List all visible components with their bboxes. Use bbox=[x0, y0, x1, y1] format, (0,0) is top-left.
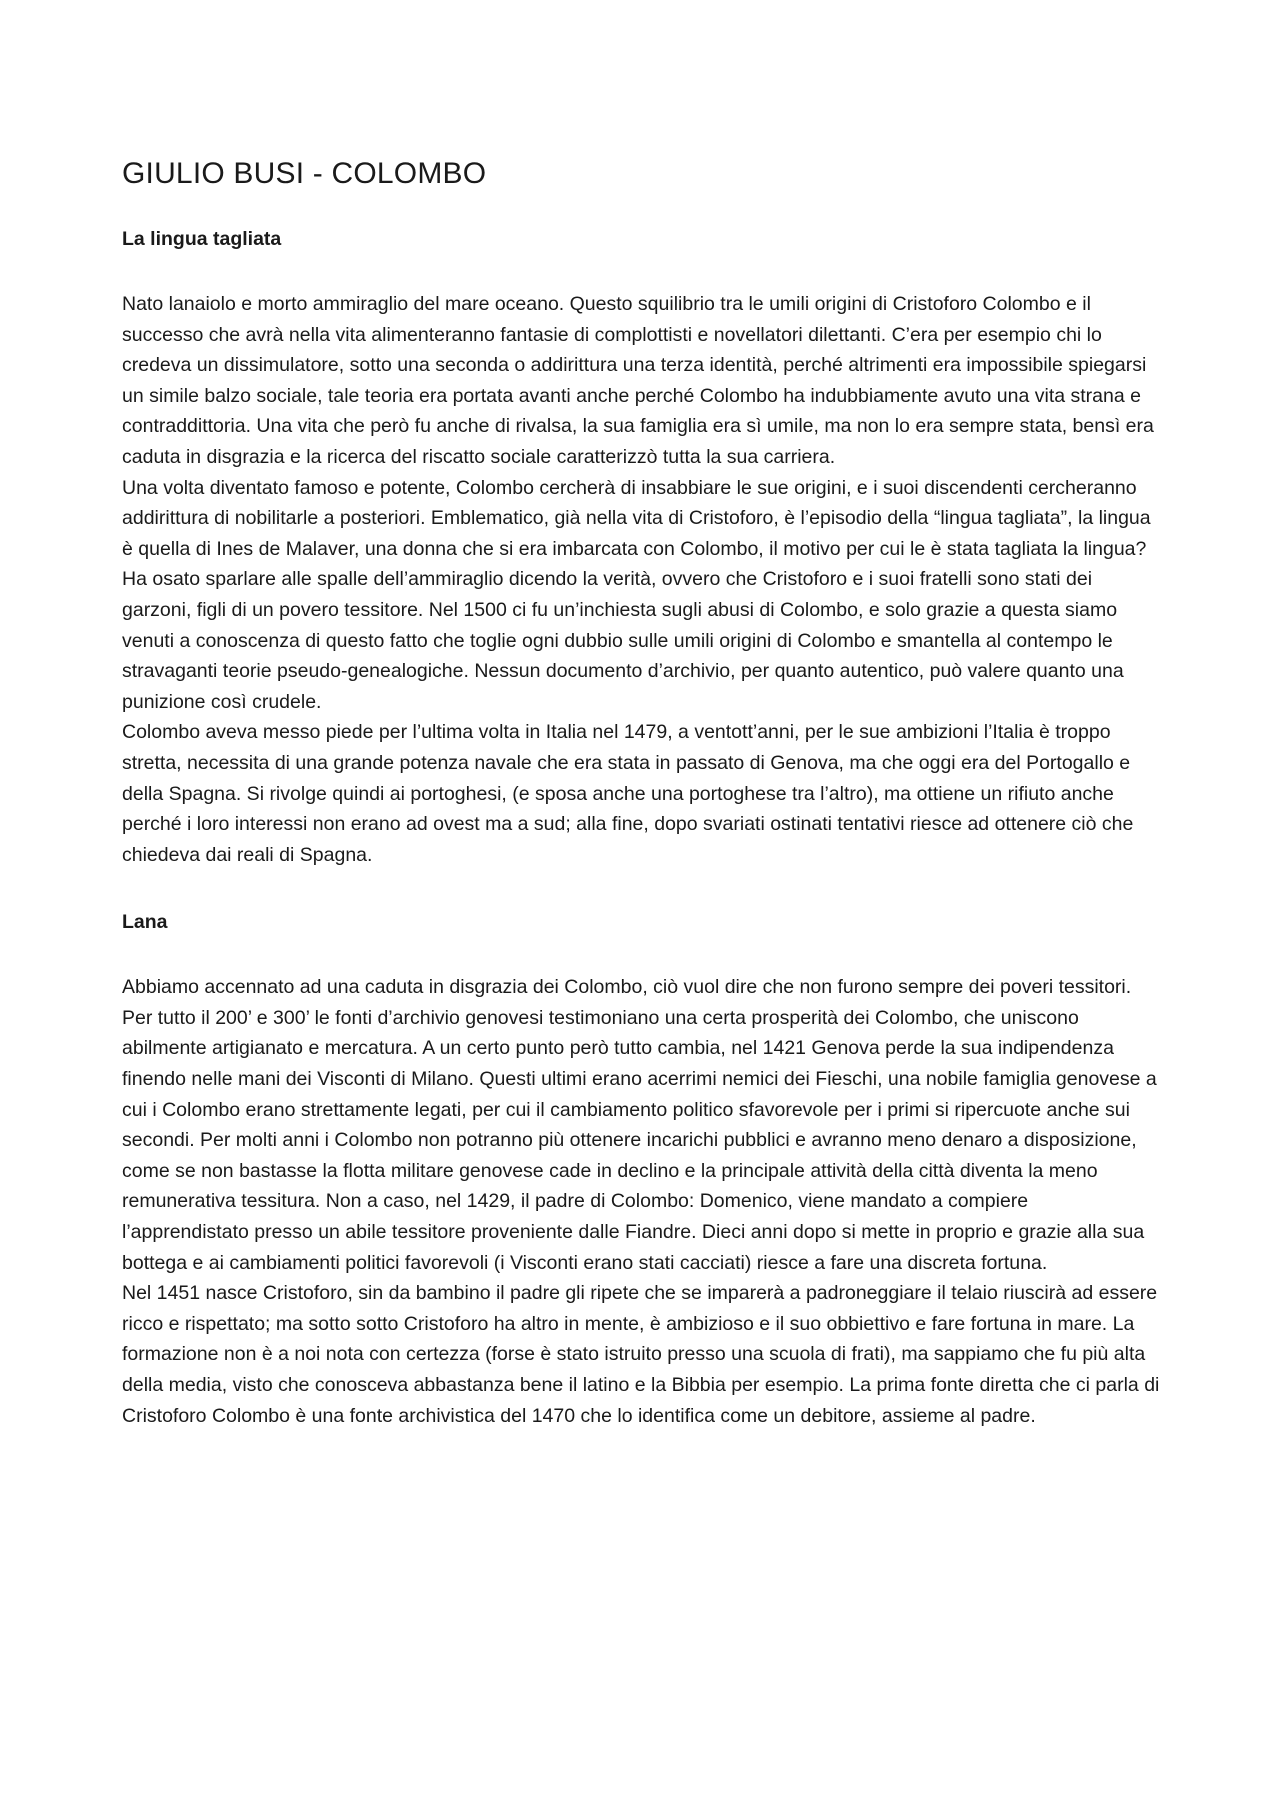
section-lana bbox=[122, 908, 1160, 1431]
document-title: GIULIO BUSI - COLOMBO bbox=[122, 157, 487, 190]
paragraph: Nato lanaiolo e morto ammiraglio del mare oceano. Questo squilibrio tra le umili origini di Cristoforo Colombo e il successo che avrà nella vita alimenteranno fantasie di complottisti e novellatori dilettanti. C’era per esempio chi lo credeva un dissimulatore, sotto una seconda o addirittura una terza identità, perché altrimenti era impossibile spiegarsi un simile balzo sociale, tale teoria era portata avanti anche perché Colombo ha indubbiamente avuto una vita strana e contraddittoria. Una vita che però fu anche di rivalsa, la sua famiglia era sì umile, ma non lo era sempre stata, bensì era caduta in disgrazia e la ricerca del riscatto sociale caratterizzò tutta la sua carriera. bbox=[122, 293, 1154, 468]
paragraph: Abbiamo accennato ad una caduta in disgrazia dei Colombo, ciò vuol dire che non furono sempre dei poveri tessitori. Per tutto il 200’ e 300’ le fonti d’archivio genovesi testimoniano una certa prosperità dei Colombo, che uniscono abilmente artigianato e mercatura. A un certo punto però tutto cambia, nel 1421 Genova perde la sua indipendenza finendo nelle mani dei Visconti di Milano. Questi ultimi erano acerrimi nemici dei Fieschi, una nobile famiglia genovese a cui i Colombo erano strettamente legati, per cui il cambiamento politico sfavorevole per i primi si ripercuote anche sui secondi. Per molti anni i Colombo non potranno più ottenere incarichi pubblici e avranno meno denaro a disposizione, come se non bastasse la flotta militare genovese cade in declino e la principale attività della città diventa la meno remunerativa tessitura. Non a caso, nel 1429, il padre di Colombo: Domenico, viene mandato a compiere l’apprendistato presso un abile tessitore proveniente dalle Fiandre. Dieci anni dopo si mette in proprio e grazie alla sua bottega e ai cambiamenti politici favorevoli (i Visconti erano stati cacciati) riesce a fare una discreta fortuna. bbox=[122, 976, 1157, 1274]
paragraph: Nel 1451 nasce Cristoforo, sin da bambino il padre gli ripete che se imparerà a padroneggiare il telaio riuscirà ad essere ricco e rispettato; ma sotto sotto Cristoforo ha altro in mente, è ambizioso e il suo obbiettivo e fare fortuna in mare. La formazione non è a noi nota con certezza (forse è stato istruito presso una scuola di frati), ma sappiamo che fu più alta della media, visto che conosceva abbastanza bene il latino e la Bibbia per esempio. La prima fonte diretta che ci parla di Cristoforo Colombo è una fonte archivistica del 1470 che lo identifica come un debitore, assieme al padre. bbox=[122, 1282, 1160, 1427]
section-lingua-tagliata bbox=[122, 225, 1160, 870]
section-heading: La lingua tagliata bbox=[122, 228, 282, 250]
paragraph: Colombo aveva messo piede per l’ultima volta in Italia nel 1479, a ventott’anni, per le sue ambizioni l’Italia è troppo stretta, necessita di una grande potenza navale che era stata in passato di Genova, ma che oggi era del Portogallo e della Spagna. Si rivolge quindi ai portoghesi, (e sposa anche una portoghese tra l’altro), ma ottiene un rifiuto anche perché i loro interessi non erano ad ovest ma a sud; alla fine, dopo svariati ostinati tentativi riesce ad ottenere ciò che chiedeva dai reali di Spagna. bbox=[122, 721, 1134, 866]
paragraph: Una volta diventato famoso e potente, Colombo cercherà di insabbiare le sue origini, e i suoi discendenti cercheranno addirittura di nobilitarle a posteriori. Emblematico, già nella vita di Cristoforo, è l’episodio della “lingua tagliata”, la lingua è quella di Ines de Malaver, una donna che si era imbarcata con Colombo, il motivo per cui le è stata tagliata la lingua? Ha osato sparlare alle spalle dell’ammiraglio dicendo la verità, ovvero che Cristoforo e i suoi fratelli sono stati dei garzoni, figli di un povero tessitore. Nel 1500 ci fu un’inchiesta sugli abusi di Colombo, e solo grazie a questa siamo venuti a conoscenza di questo fatto che toglie ogni dubbio sulle umili origini di Colombo e smantella al contempo le stravaganti teorie pseudo-genealogiche. Nessun documento d’archivio, per quanto autentico, può valere quanto una punizione così crudele. bbox=[122, 476, 1151, 713]
section-heading: Lana bbox=[122, 911, 168, 934]
